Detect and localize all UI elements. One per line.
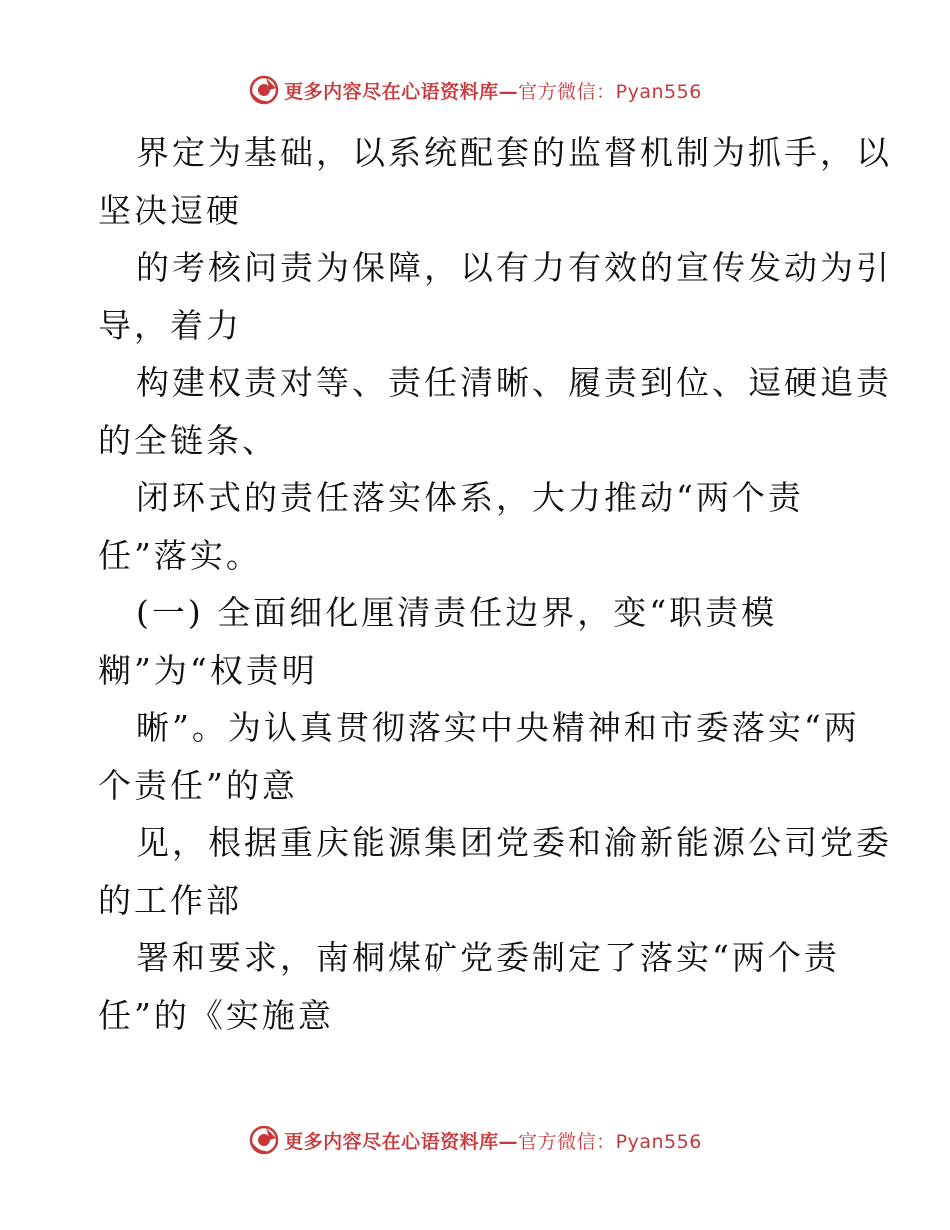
logo-icon: [248, 1124, 280, 1156]
body-line: 界定为基础，以系统配套的监督机制为抓手，以: [136, 133, 892, 172]
document-body: [98, 124, 892, 1044]
body-line: 的考核问责为保障，以有力有效的宣传发动为引: [136, 248, 892, 287]
body-line: 导，着力: [98, 305, 242, 345]
watermark-separator: —: [498, 1130, 519, 1153]
body-line: 坚决逗硬: [98, 190, 242, 230]
body-line: 构建权责对等、责任清晰、履责到位、逗硬追责: [136, 363, 892, 402]
body-line: 晰”。为认真贯彻落实中央精神和市委落实“两: [136, 708, 860, 747]
watermark-text: [284, 77, 702, 104]
watermark-brand: 更多内容尽在心语资料库: [284, 1130, 499, 1153]
body-line: (一) 全面细化厘清责任边界，变“职责模: [136, 593, 778, 632]
watermark-wechat: 官方微信：Pyan556: [518, 1130, 702, 1153]
body-line: 糊”为“权责明: [98, 650, 318, 690]
body-line: 个责任”的意: [98, 765, 298, 805]
header-watermark: [0, 70, 950, 110]
body-line: 署和要求，南桐煤矿党委制定了落实“两个责: [136, 938, 840, 977]
body-line: 的工作部: [98, 880, 242, 920]
body-line: 闭环式的责任落实体系，大力推动“两个责: [136, 478, 804, 517]
watermark-separator: —: [498, 80, 519, 103]
watermark-text: [284, 1127, 702, 1154]
body-line: 见，根据重庆能源集团党委和渝新能源公司党委: [136, 823, 892, 862]
footer-watermark: [0, 1120, 950, 1160]
body-line: 任”的《实施意: [98, 995, 334, 1035]
watermark-brand: 更多内容尽在心语资料库: [284, 80, 499, 103]
body-line: 的全链条、: [98, 420, 278, 460]
logo-icon: [248, 74, 280, 106]
body-line: 任”落实。: [98, 535, 262, 575]
watermark-wechat: 官方微信：Pyan556: [518, 80, 702, 103]
